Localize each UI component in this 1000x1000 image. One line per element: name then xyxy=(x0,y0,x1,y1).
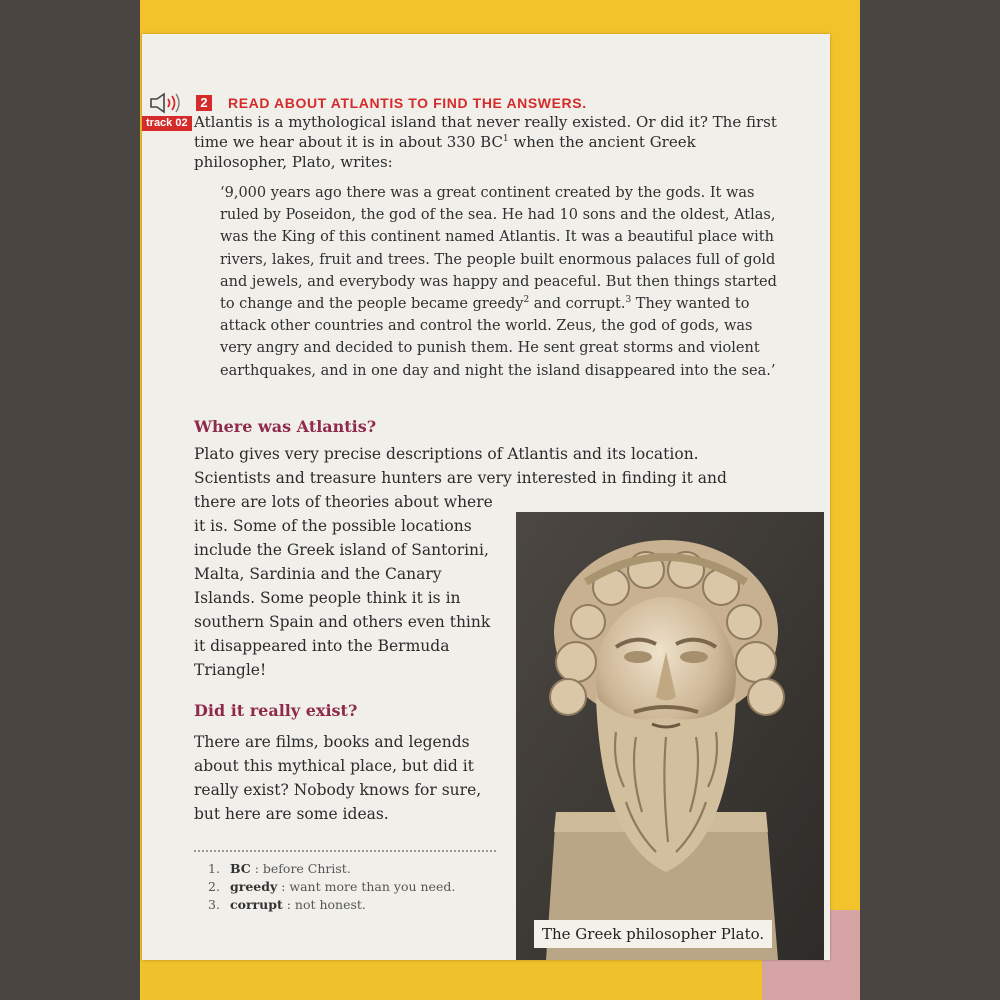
intro-paragraph xyxy=(194,112,784,172)
book-page xyxy=(142,34,830,960)
plato-quote xyxy=(220,182,780,382)
glossary-term: corrupt xyxy=(230,897,283,912)
text-line: There are films, books and legends xyxy=(194,733,470,751)
plato-bust-photo xyxy=(516,512,824,960)
glossary-item xyxy=(208,896,455,914)
glossary-number: 2. xyxy=(208,879,220,894)
quote-part-2: and corrupt. xyxy=(529,296,626,313)
footnote-ref-3: 3 xyxy=(625,295,632,306)
bust-illustration xyxy=(516,512,824,960)
glossary-list xyxy=(208,860,455,914)
glossary-term: greedy xyxy=(230,879,278,894)
footnote-ref-2: 2 xyxy=(523,295,530,306)
yellow-bottom-strip xyxy=(142,960,762,1000)
section-exist-paragraph xyxy=(194,730,494,826)
intro-text-after: when the ancient Greek philosopher, Plato, writes: xyxy=(194,133,696,171)
text-line: about this mythical place, but did it xyxy=(194,757,474,775)
section-heading-where: Where was Atlantis? xyxy=(194,417,377,436)
text-line: include the Greek island of Santorini, xyxy=(194,541,489,559)
text-line: it disappeared into the Bermuda xyxy=(194,637,450,655)
text-line: really exist? Nobody knows for sure, xyxy=(194,781,482,799)
speaker-icon[interactable] xyxy=(148,92,182,114)
text-line: but here are some ideas. xyxy=(194,805,389,823)
section-heading-exist: Did it really exist? xyxy=(194,701,358,720)
glossary-item xyxy=(208,860,455,878)
photo-caption: The Greek philosopher Plato. xyxy=(534,920,772,948)
text-line: Islands. Some people think it is in xyxy=(194,589,461,607)
quote-part-3: They wanted to attack other countries and control the world. Zeus, the god of gods, was very angry and decided to punish them. He sent great storms and violent earthquakes, and in one day and night the island disappeared into the sea.’ xyxy=(220,296,776,379)
text-line: it is. Some of the possible locations xyxy=(194,517,472,535)
dotted-divider xyxy=(194,850,496,852)
glossary-definition: : want more than you need. xyxy=(277,879,456,894)
glossary-number: 3. xyxy=(208,897,220,912)
quote-part-1: ‘9,000 years ago there was a great continent created by the gods. It was ruled by Poseidon, the god of the sea. He had 10 sons and the oldest, Atlas, was the King of this continent named Atlantis. It was a beautiful place with rivers, lakes, fruit and trees. The people built enormous palaces full of gold and jewels, and everybody was happy and peaceful. But then things started to change and the people became greedy xyxy=(220,185,777,313)
text-line: Scientists and treasure hunters are very interested in finding it and xyxy=(194,469,727,487)
text-line: Triangle! xyxy=(194,661,267,679)
glossary-item xyxy=(208,878,455,896)
glossary-number: 1. xyxy=(208,861,220,876)
text-line: Malta, Sardinia and the Canary xyxy=(194,565,442,583)
track-label[interactable]: track 02 xyxy=(142,116,192,131)
text-line: Plato gives very precise descriptions of Atlantis and its location. xyxy=(194,445,699,463)
exercise-number: 2 xyxy=(196,95,212,111)
text-line: there are lots of theories about where xyxy=(194,493,493,511)
glossary-definition: : not honest. xyxy=(282,897,366,912)
intro-text-before: Atlantis is a mythological island that never really existed. Or did it? The first time we hear about it is in about 330 BC xyxy=(194,113,777,151)
exercise-title: READ ABOUT ATLANTIS TO FIND THE ANSWERS. xyxy=(228,95,587,111)
glossary-term: BC xyxy=(230,861,251,876)
glossary-definition: : before Christ. xyxy=(250,861,351,876)
footnote-ref-1: 1 xyxy=(502,134,509,144)
text-line: southern Spain and others even think xyxy=(194,613,491,631)
